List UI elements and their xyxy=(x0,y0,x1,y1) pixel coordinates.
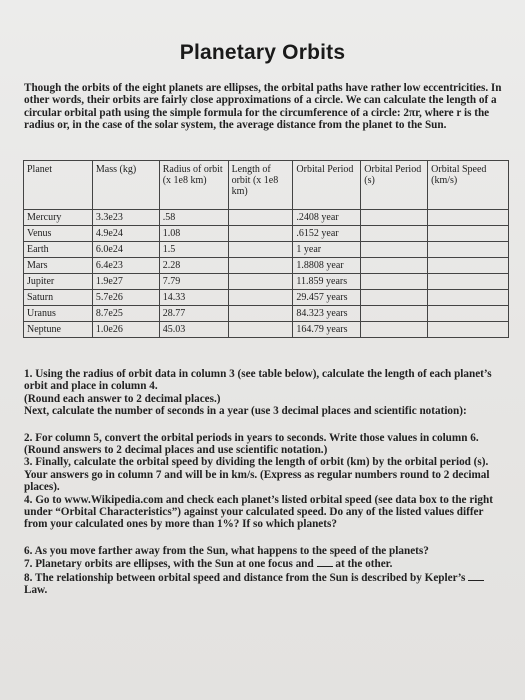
cell-mass: 4.9e24 xyxy=(92,226,159,242)
cell-length[interactable] xyxy=(228,274,293,290)
cell-speed[interactable] xyxy=(428,322,509,338)
cell-length[interactable] xyxy=(228,258,293,274)
question-8-end: Law. xyxy=(24,584,48,597)
question-7-start: 7. Planetary orbits are ellipses, with the Sun at one focus and xyxy=(24,558,314,571)
question-8-start: 8. The relationship between orbital speed and distance from the Sun is described by Kepler’s xyxy=(24,571,466,584)
table-row xyxy=(24,210,509,226)
question-1-next: Next, calculate the number of seconds in a year (use 3 decimal places and scientific notation): xyxy=(24,405,467,418)
cell-period: 29.457 years xyxy=(293,290,361,306)
cell-mass: 1.9e27 xyxy=(92,274,159,290)
cell-length[interactable] xyxy=(228,226,293,242)
table-row xyxy=(24,242,509,258)
cell-period-seconds[interactable] xyxy=(361,226,428,242)
page-title: Planetary Orbits xyxy=(179,41,346,64)
header-length: Length of orbit (x 1e8 km) xyxy=(228,161,293,210)
cell-period-seconds[interactable] xyxy=(361,242,428,258)
cell-period-seconds[interactable] xyxy=(361,274,428,290)
cell-period: 84.323 years xyxy=(293,306,361,322)
cell-radius: 28.77 xyxy=(159,306,228,322)
cell-radius: 45.03 xyxy=(159,322,228,338)
header-period: Orbital Period xyxy=(293,161,361,210)
table-row xyxy=(24,322,509,338)
table-row xyxy=(24,306,509,322)
cell-speed[interactable] xyxy=(428,242,509,258)
intro-paragraph: Though the orbits of the eight planets are ellipses, the orbital paths have rather low eccentricities. In other words, their orbits are fairly close approximations of a circle. We can calculate the length of a circular orbital path using the simple formula for the circumference of a circle: 2πr, where r is the radius or, in the case of the solar system, the average distance from the planet to the Sun. xyxy=(24,82,502,132)
answer-space xyxy=(24,418,506,432)
cell-radius: 1.08 xyxy=(159,226,228,242)
questions-section xyxy=(24,368,506,597)
cell-period-seconds[interactable] xyxy=(361,290,428,306)
table-row xyxy=(24,226,509,242)
cell-planet: Mars xyxy=(24,258,93,274)
cell-radius: .58 xyxy=(159,210,228,226)
cell-length[interactable] xyxy=(228,306,293,322)
cell-planet: Earth xyxy=(24,242,93,258)
table-row xyxy=(24,290,509,306)
header-radius: Radius of orbit (x 1e8 km) xyxy=(159,161,228,210)
cell-radius: 14.33 xyxy=(159,290,228,306)
cell-planet: Mercury xyxy=(24,210,93,226)
question-6: 6. As you move farther away from the Sun, what happens to the speed of the planets? xyxy=(24,544,429,557)
header-mass: Mass (kg) xyxy=(92,161,159,210)
cell-mass: 6.0e24 xyxy=(92,242,159,258)
cell-speed[interactable] xyxy=(428,290,509,306)
header-planet: Planet xyxy=(24,161,93,210)
cell-period: 1 year xyxy=(293,242,361,258)
question-4: 4. Go to www.Wikipedia.com and check each planet’s listed orbital speed (see data box to the right under “Orbital Characteristics”) against your calculated speed. Do any of the listed values differ from your calculated ones by more than 1%? If so which planets? xyxy=(24,493,493,531)
header-speed: Orbital Speed (km/s) xyxy=(428,161,509,210)
cell-length[interactable] xyxy=(228,290,293,306)
cell-speed[interactable] xyxy=(428,210,509,226)
cell-length[interactable] xyxy=(228,322,293,338)
cell-speed[interactable] xyxy=(428,274,509,290)
cell-planet: Uranus xyxy=(24,306,93,322)
cell-period: 1.8808 year xyxy=(293,258,361,274)
question-2: 2. For column 5, convert the orbital periods in years to seconds. Write those values in column 6. (Round answers to 2 decimal places and use scientific notation.) xyxy=(24,431,479,457)
cell-radius: 7.79 xyxy=(159,274,228,290)
cell-mass: 8.7e25 xyxy=(92,306,159,322)
cell-mass: 1.0e26 xyxy=(92,322,159,338)
table-row xyxy=(24,274,509,290)
cell-period-seconds[interactable] xyxy=(361,258,428,274)
cell-length[interactable] xyxy=(228,210,293,226)
cell-radius: 1.5 xyxy=(159,242,228,258)
cell-period-seconds[interactable] xyxy=(361,306,428,322)
cell-planet: Saturn xyxy=(24,290,93,306)
question-8 xyxy=(24,571,506,597)
planet-data-table xyxy=(23,160,509,338)
question-1-note: (Round each answer to 2 decimal places.) xyxy=(24,392,221,405)
table-row xyxy=(24,258,509,274)
cell-period: 11.859 years xyxy=(293,274,361,290)
answer-space xyxy=(24,531,506,545)
cell-period: .2408 year xyxy=(293,210,361,226)
cell-period-seconds[interactable] xyxy=(361,210,428,226)
header-period-seconds: Orbital Period (s) xyxy=(361,161,428,210)
question-1: 1. Using the radius of orbit data in column 3 (see table below), calculate the length of each planet’s orbit and place in column 4. xyxy=(24,368,492,393)
question-7 xyxy=(24,557,506,570)
answer-blank[interactable] xyxy=(468,571,484,581)
cell-mass: 6.4e23 xyxy=(92,258,159,274)
cell-planet: Neptune xyxy=(24,322,93,338)
question-3: 3. Finally, calculate the orbital speed by dividing the length of orbit (km) by the orbital period (s). Your answers go in column 7 and will be in km/s. (Express as regular numbers round to 2 decimal places). xyxy=(24,456,490,494)
cell-mass: 3.3e23 xyxy=(92,210,159,226)
cell-period: .6152 year xyxy=(293,226,361,242)
cell-length[interactable] xyxy=(228,242,293,258)
cell-planet: Venus xyxy=(24,226,93,242)
cell-period: 164.79 years xyxy=(293,322,361,338)
cell-period-seconds[interactable] xyxy=(361,322,428,338)
question-7-end: at the other. xyxy=(335,558,393,571)
cell-mass: 5.7e26 xyxy=(92,290,159,306)
cell-speed[interactable] xyxy=(428,226,509,242)
answer-blank[interactable] xyxy=(317,557,333,567)
cell-radius: 2.28 xyxy=(159,258,228,274)
table-header-row xyxy=(24,161,509,210)
cell-planet: Jupiter xyxy=(24,274,93,290)
cell-speed[interactable] xyxy=(428,306,509,322)
cell-speed[interactable] xyxy=(428,258,509,274)
